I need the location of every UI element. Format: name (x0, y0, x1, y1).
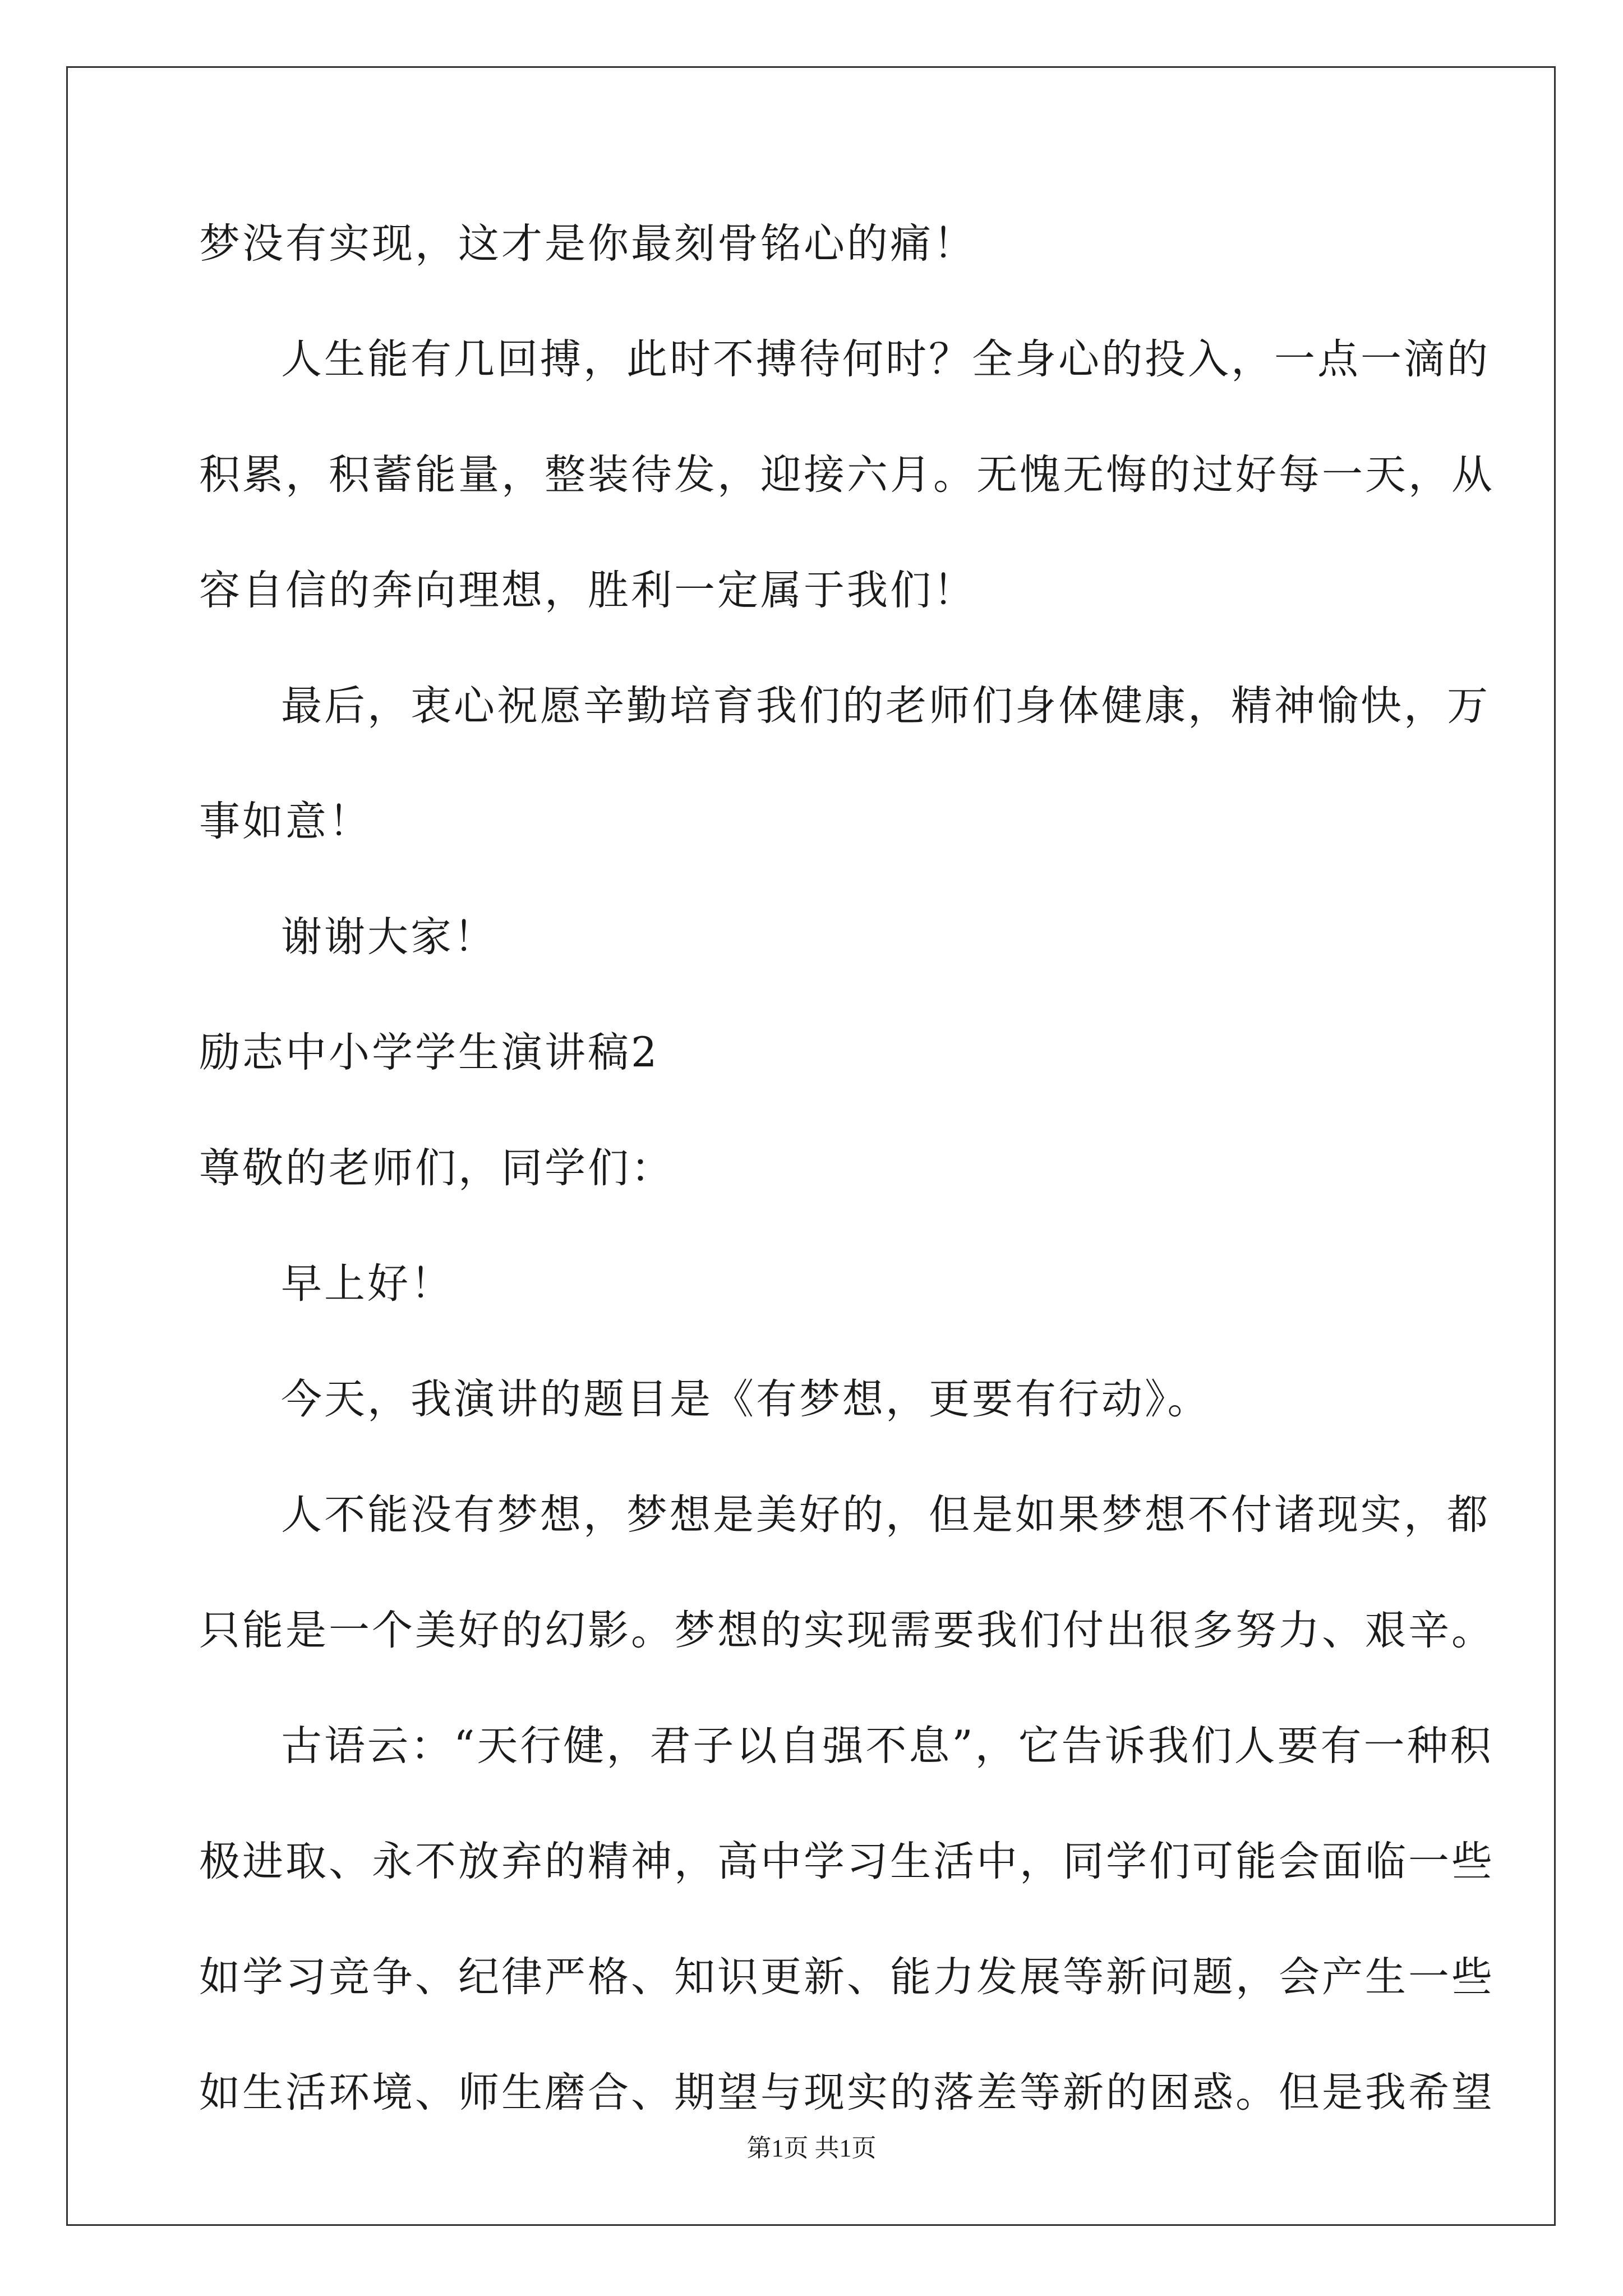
text-line: 只能是一个美好的幻影。梦想的实现需要我们付出很多努力、艰辛。 (199, 1607, 1495, 1654)
text-line: 积累，积蓄能量，整装待发，迎接六月。无愧无悔的过好每一天，从 (199, 451, 1495, 499)
text-line: 励志中小学学生演讲稿2 (199, 1029, 660, 1076)
text-line: 事如意！ (199, 798, 372, 845)
text-line: 尊敬的老师们，同学们： (199, 1144, 674, 1192)
page-footer: 第1页 共1页 (746, 2134, 877, 2162)
text-line: 如学习竞争、纪律严格、知识更新、能力发展等新问题，会产生一些 (199, 1953, 1495, 2001)
text-line: 极进取、永不放弃的精神，高中学习生活中，同学们可能会面临一些 (199, 1838, 1495, 1885)
text-line: 梦没有实现，这才是你最刻骨铭心的痛！ (199, 220, 976, 268)
text-line: 谢谢大家！ (281, 913, 497, 961)
text-line: 今天，我演讲的题目是《有梦想，更要有行动》。 (281, 1375, 1211, 1423)
text-line: 如生活环境、师生磨合、期望与现实的落差等新的困惑。但是我希望 (199, 2069, 1495, 2116)
text-line: 人生能有几回搏，此时不搏待何时？全身心的投入，一点一滴的 (281, 335, 1490, 383)
document-body (199, 216, 1495, 2180)
text-line: 容自信的奔向理想，胜利一定属于我们！ (199, 567, 976, 614)
text-line: 早上好！ (281, 1260, 454, 1308)
text-line: 最后，衷心祝愿辛勤培育我们的老师们身体健康，精神愉快，万 (281, 682, 1490, 730)
text-line: 古语云：“天行健，君子以自强不息”，它告诉我们人要有一种积 (281, 1722, 1493, 1770)
text-line: 人不能没有梦想，梦想是美好的，但是如果梦想不付诸现实，都 (281, 1491, 1490, 1539)
